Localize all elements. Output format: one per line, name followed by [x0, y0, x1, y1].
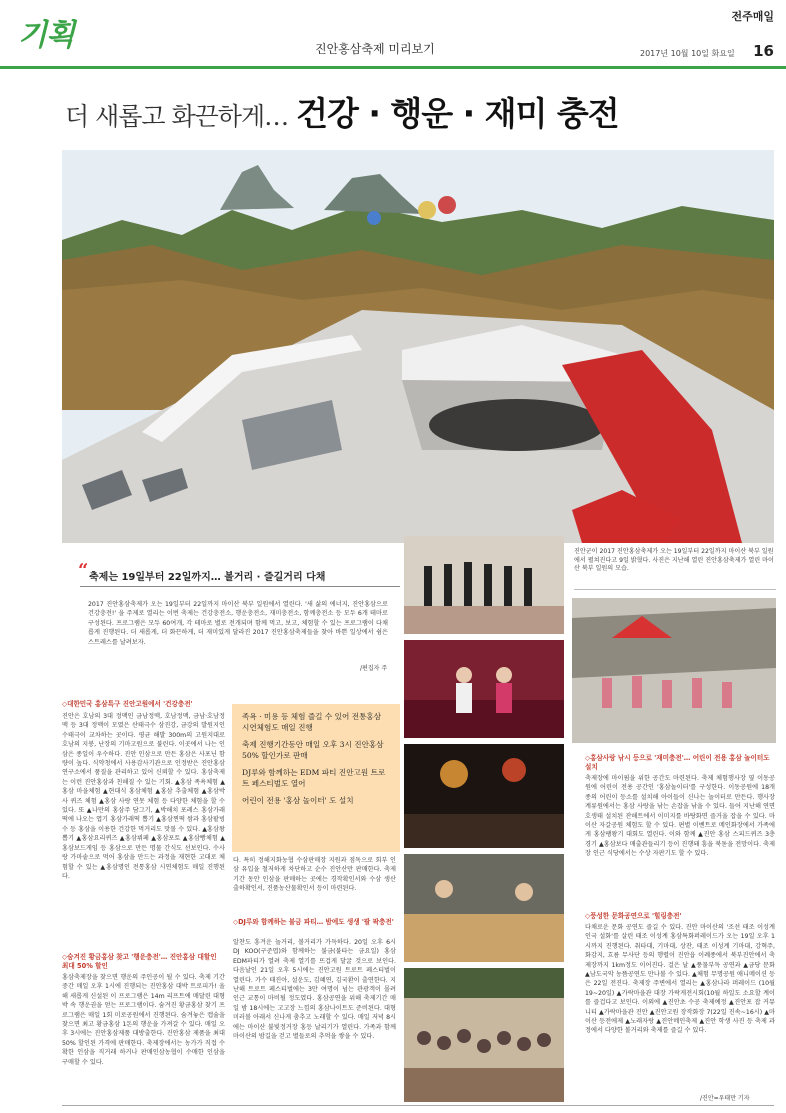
article-body-sales: 다. 특히 정해지화농협 수삼판매장 지원과 점독으로 회부 인삼 유입을 철저하게 차단하고 순수 진안산만 판매한다. 축제 기간 동안 인삼을 판매하는 곳에는 경작확인서와 수삼 생산출하확인서, 진품농산물확인서 등이 마련된다.	[233, 857, 396, 893]
page-number: 16	[753, 42, 774, 60]
section-heading-healing: ◇풍성한 문화공연으로 '힐링충전'	[585, 912, 682, 920]
article-body-health: 진안은 호남의 3대 정맥인 금남정맥, 호남정맥, 금남·호남정맥 등 3대 정맥이 모였은 산태극수 삼진강, 금강의 발원지인 수태극이 교차하는 곳이다. 평균 해발 300m의 고원지대로 호남의 지붕, 난장의 기마고원으로 불린다. 이곳에서 나는 인삼은 종일이 우수하다. 진안 인삼으로 만든 홍삼은 사포닌 함량이 높다. 식약청에서 사용감사기관으로 인정받은 진안홍삼연구소에서 품질을 관리하고 있어 신뢰할 수 있다. 홍삼축제는 이런 진안홍삼과 친해질 수 있는 기회. ▲홍삼 족욕체험 ▲홍삼 마을체험 ▲현대식 홍삼체험 ▲홍삼 추출체험 ▲홍삼박사 퀴즈 체험 ▲홍삼 사랑 연못 체험 등 다양한 체험을 할 수 있다. 또 ▲나만의 홍삼주 담그기, ▲박해치 포레스 홍삼가래떡에 나오는 엽기 홍삼가래떡 뽑기 ▲홍삼찐떡 쌈과 홍삼팥빙수 등 홍삼을 이용한 건강한 먹거리도 맛볼 수 있다. ▲홍삼왕뽑기 ▲홍삼요리퀴즈 ▲홍삼뷔페 ▲홍삼포토 ▲홍삼빵체험 ▲홍삼보드게임 등 홍삼으로 만든 명물 간식도 선보인다. 수사랑 가마솥으로 먹어 홍삼을 만드는 과정을 재현한 고대로 체험할 수 있는 ▲홍삼명인 전통홍삼 시연체험도 매일 진행된다.	[62, 713, 225, 880]
section-heading-luck: ◇숨겨진 황금홍삼 찾고 '행운충전'… 진안홍삼 대할인 최대 50% 할인	[62, 953, 217, 970]
caption-divider	[574, 589, 776, 590]
highlights-box	[232, 704, 400, 852]
issue-date: 2017년 10월 10일 화요일	[640, 49, 735, 58]
children-playground-photo	[572, 598, 776, 743]
headline	[65, 88, 619, 135]
headline-main: 건강 · 행운 · 재미 충전	[296, 94, 619, 133]
children-playground-illustration	[572, 598, 776, 743]
headline-lead: 더 새롭고 화끈하게…	[65, 102, 289, 131]
main-festival-photo	[62, 150, 774, 543]
photo-caption: 진안군이 2017 진안홍삼축제가 오는 19일부터 22일까지 마이산 북부 일원에서 펼쳐진다고 9일 밝혔다. 사진은 지난해 열린 진안홍삼축제가 열린 마이산 북부 일원의 모습.	[574, 548, 774, 573]
night-stage-illustration	[404, 744, 564, 848]
section-heading-health: ◇대한민국 홍삼특구 진안고원에서 '건강충전'	[62, 700, 193, 708]
intro-paragraph: 2017 진안홍삼축제가 오는 19일부터 22일까지 마이산 북부 일원에서 열린다. '새 삶의 에너지, 진안홍삼으로 건강충전!' 을 주제로 열리는 이번 축제는 건강충전소, 행운충전소, 재미충전소, 함께충전소 등 모두 6개 테마로 구성된다. 프로그램은 모두 60여개, 각 테마로 별로 전개되며 함께 먹고, 보고, 체험할 수 있는 프로그램이 다채롭게 진행된다. 더 새롭게, 더 화끈하게, 더 재미있게 달라진 2017 진안홍삼축제들을 찾아 바쁜 일상에서 쉼은 스트레스를 날려보자.	[88, 601, 388, 646]
stage-couple-photo	[404, 640, 564, 738]
highlight-item: 축제 진행기간동안 매일 오후 3시 진안홍삼 50% 할인가로 판매	[242, 740, 384, 760]
page-bottom-rule	[62, 1105, 774, 1106]
festival-crowd-photo	[404, 968, 564, 1102]
highlight-item: 족욕 · 미용 등 체험 즐길 수 있어 전통홍삼 시연체험도 매일 진행	[242, 712, 382, 732]
masthead-divider	[0, 66, 786, 69]
section-heading-fun: ◇홍삼사랑 낚시 등으로 '재미충전'… 어린이 전용 홍삼 놀이터도 설치	[585, 754, 770, 771]
subheadline	[78, 560, 326, 583]
dance-performance-illustration	[404, 536, 564, 634]
article-body-party: 알찬도 흥겨운 놀거리, 볼거리가 가득하다. 20일 오후 6시 DJ KOO(구준엽)와 함께하는 불금(불타는 금요일) 홍삼 EDM파티가 열려 축제 열기를 뜨겁게 달굴 것으로 보인다. 다음날인 21일 오후 5시에는 진안고원 트로트 페스티벌이 열린다. 가수 태진아, 설운도, 김혜연, 김국환이 출연한다. 지난해 트로트 페스티벌에는 3만 여명이 넘는 관광객이 몰려 인근 교통이 마비될 정도였다. 홍삼공연을 위해 축제기간 매일 밤 18시에는 고고장 느낌의 홍삼나이트도 준비된다. 대형 미러볼 아래서 신나게 춤추고 노래할 수 있다. 매일 저녁 8시에는 마이산 불빛정거장 홍등 날리기가 열린다. 가족과 함께 마이산의 밤길을 걷고 별들로의 추억을 쌓을 수 있다.	[233, 939, 396, 1041]
article-body-fun: 축제장에 마이핌을 위한 공간도 마련된다. 축제 체험행사장 옆 이동공원에 어린이 전용 공간인 '홍삼놀이터'를 구성한다. 이동공원에 18개 종의 어린이 등소를 설치해 아이들이 신나는 놀이터로 만든다. 행사장 계류원에서는 홍삼 사랑을 낚는 손잡을 낚을 수 있다. 들어 지난해 연면 호생태 설치된 잔해트에서 이미지를 바탕화면 즐거울 잡을 수 있다. 마이산 자갈공원 체험도 할 수 있다. 편별 이벤트로 메인화장에서 가족에게 홍삼팽왕기 대회도 열린다. 이와 함께 ▲진안 홍삼 스피드퀴즈 3층 경기 ▲홍삼보다 매출관들리기 등이 진행돼 흥을 북돋을 전망이다. 축제장 인근 식당에서는 수상 자판기도 할 수 있다.	[585, 775, 775, 858]
reporter-byline: /진안=우태만 기자	[700, 1095, 750, 1102]
night-stage-photo	[404, 744, 564, 848]
highlight-item: 어린이 전용 '홍삼 놀이터' 도 설치	[242, 796, 354, 805]
section-logo: 기획	[18, 18, 74, 53]
festival-crowd-illustration	[404, 968, 564, 1102]
dance-performance-photo	[404, 536, 564, 634]
aerial-festival-illustration	[62, 150, 774, 543]
section-heading-party: ◇DJ루와 함께하는 불금 파티… 밤에도 생생 '팔 팍충전'	[233, 918, 394, 926]
stage-couple-illustration	[404, 640, 564, 738]
highlight-item: DJ루와 함께하는 EDM 파티 진안고원 트로트 페스티벌도 열어	[242, 768, 386, 788]
ginseng-market-photo	[404, 854, 564, 962]
article-body-healing: 다채로운 문화 공연도 즐길 수 있다. 진안 마이산의 '조선 태조 이성계 인국 설화'를 살린 태조 이성계 홍삼특화퍼레이드가 오는 19일 오후 1시까지 진행된다. 취타대, 기마대, 상잔, 태조 이성계 기마대, 강혁주, 화감지, 흐름 무사단 등의 행렬이 진안읍 이례종에서 북부진안에서 축제장까지 1km정도 이어진다. 걸은 날 ▲풍물부득 공연과 ▲금당 문화 ▲남도국악 농뜸공연도 만나볼 수 있다. ▲체험 무명공원 애니메이션 등은 22일 전진다. 축제장 주변에서 열리는 ▲홍삼나라 퍼레이드 (10월 19~20일) ▲가락마을관 대장 가락게전시회(10월 하일도 소요할 계이를 즐겁다고 보인다. 이외에 ▲진안초 수공 축제예정 ▲진안포 잡 커뮤니티 ▲가락마을관 진안 ▲진안고원 장작화장 7(22일 진속~16시) ▲마이산 등전에제 ▲노래자랑 ▲진안메인축제 ▲진안 학생 사진 등 축제 과정에서 다양한 볼거리와 축제를 즐길 수 있다.	[585, 924, 775, 1035]
editor-note: /편집자 주	[360, 665, 388, 672]
subheadline-divider	[80, 586, 400, 587]
subheadline-text: 축제는 19일부터 22일까지… 볼거리 · 즐길거리 다채	[89, 572, 326, 583]
quote-mark-icon: “	[78, 560, 89, 581]
section-title: 진안홍삼축제 미리보기	[315, 42, 435, 56]
ginseng-market-illustration	[404, 854, 564, 962]
newspaper-name: 전주매일	[731, 10, 774, 23]
article-body-luck: 홍삼축제장을 찾으면 행운의 주인공이 될 수 있다. 축제 기간 중간 매일 오후 1시에 진행되는 진안홍삼 대박 트로피가! 올해 새롭게 신설된 이 프로그램은 14m 리프트에 매달린 대형 박 속 행운권을 얻는 프로그램이다. 숨겨진 황금홍삼 찾기 프로그램은 매일 1회 미로공원에서 진행된다. 숨겨놓은 캡슐을 찾으면 최고 황금홍삼 1돈의 행운을 가져갈 수 있다. 매일 오후 3시에는 진안홍삼제품 대방출한다. 진안홍삼 제품을 최대 50% 할인된 가격에 판매한다. 축제장에서는 농가가 직접 수확한 인삼을 직거래 하거나 판매인삼농협이 수매한 인삼을 구매할 수 있다.	[62, 974, 225, 1066]
